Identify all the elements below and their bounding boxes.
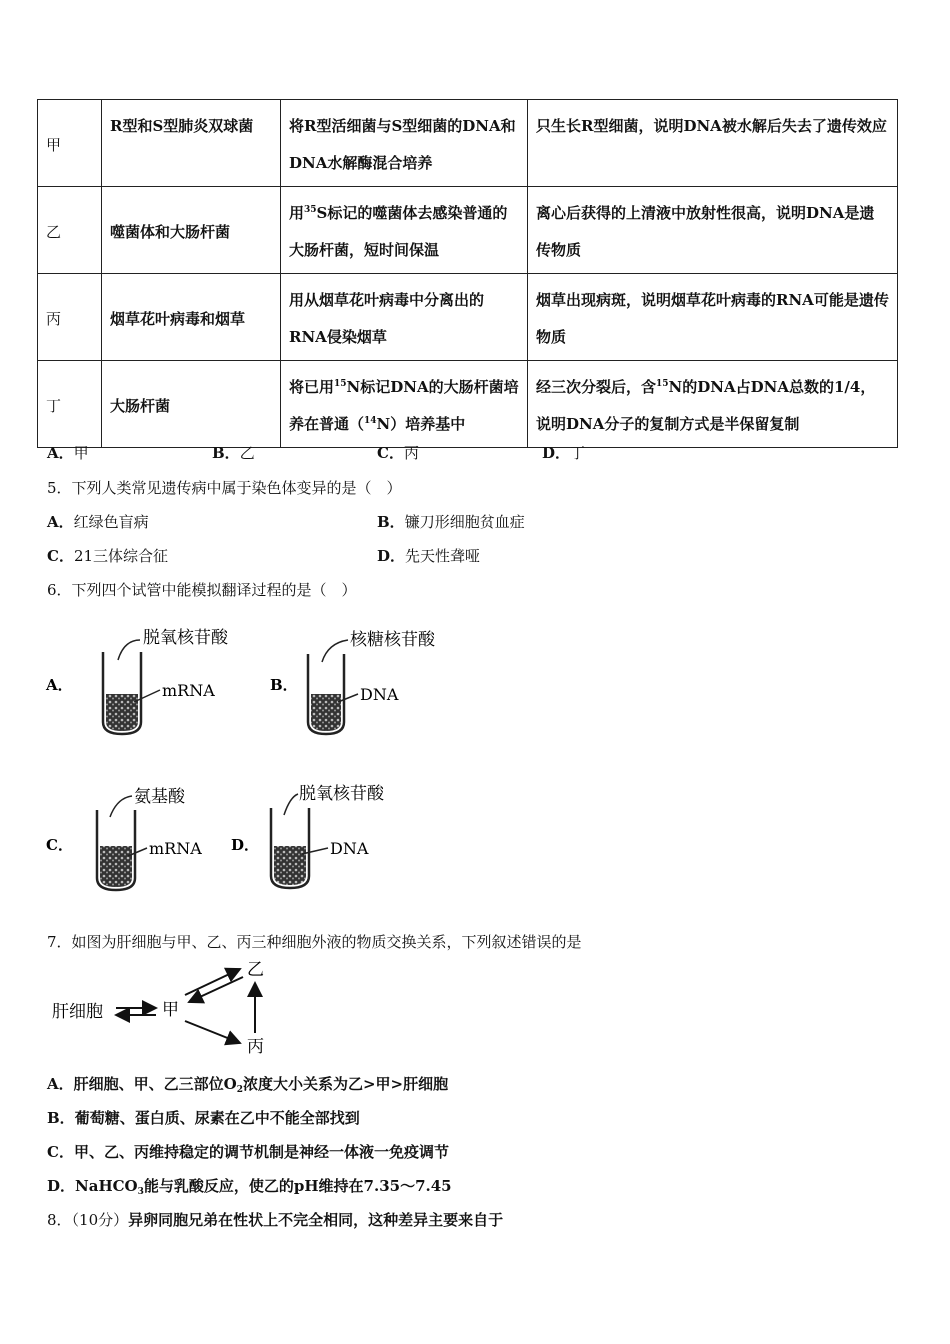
- row-label: 丁: [38, 361, 102, 448]
- q5-option-b[interactable]: [377, 512, 525, 532]
- table-row: [38, 100, 898, 187]
- text: N）培养基中: [376, 415, 466, 433]
- superscript: 35: [304, 205, 317, 215]
- option-label: A．: [46, 676, 73, 694]
- option-label: A．: [47, 1075, 74, 1093]
- q7-option-a[interactable]: [47, 1074, 448, 1094]
- tube-side-label: DNA: [330, 839, 369, 858]
- tube-a[interactable]: [45, 628, 229, 734]
- subscript: 2: [236, 1085, 243, 1095]
- q5-option-c[interactable]: [47, 546, 168, 566]
- q4-option-d[interactable]: [542, 443, 585, 463]
- option-label: B．: [212, 444, 240, 462]
- bing-label: 丙: [247, 1037, 264, 1057]
- table-row: [38, 361, 898, 448]
- question-text: 异卵同胞兄弟在性状上不完全相同，这种差异主要来自于: [128, 1211, 504, 1229]
- pointer-line: [284, 794, 298, 815]
- cell-method: 将R型活细菌与S型细菌的DNA和DNA水解酶混合培养: [281, 100, 528, 187]
- option-text: 能与乳酸反应，使乙的pH维持在7.35～7.45: [143, 1177, 452, 1195]
- option-label: D．: [231, 836, 260, 854]
- option-text: 甲、乙、丙维持稳定的调节机制是神经一体液一免疫调节: [73, 1143, 449, 1161]
- q7-stem: 7．如图为肝细胞与甲、乙、丙三种细胞外液的物质交换关系，下列叙述错误的是: [47, 933, 582, 951]
- option-text: 21三体综合征: [73, 547, 169, 565]
- pointer-line: [110, 796, 132, 817]
- pointer-line: [118, 640, 140, 660]
- jia-label: 甲: [162, 1000, 179, 1020]
- q4-option-c[interactable]: [377, 443, 419, 463]
- row-label: 丙: [38, 274, 102, 361]
- q4-option-a[interactable]: [47, 443, 89, 463]
- text: 将已用: [289, 378, 335, 396]
- q7-option-d[interactable]: [47, 1176, 452, 1196]
- option-label: B．: [47, 1109, 75, 1127]
- arrow: [185, 1021, 240, 1043]
- liver-cell-label: 肝细胞: [52, 1002, 103, 1022]
- option-text: 甲: [73, 444, 89, 462]
- option-text: 葡萄糖、蛋白质、尿素在乙中不能全部找到: [74, 1109, 360, 1127]
- q4-option-b[interactable]: [212, 443, 255, 463]
- experiment-table: [37, 99, 898, 448]
- test-tube-figure: [0, 610, 520, 910]
- tube-contents: [311, 694, 341, 731]
- table-row: [38, 274, 898, 361]
- score: （10分）: [71, 1211, 129, 1229]
- option-label: D．: [377, 547, 406, 565]
- tube-top-label: 脱氧核苷酸: [299, 784, 384, 804]
- cell-material: 噬菌体和大肠杆菌: [102, 187, 281, 274]
- q8-stem: [47, 1210, 503, 1230]
- q7-option-b[interactable]: [47, 1108, 360, 1128]
- option-label: C．: [46, 836, 73, 854]
- q5-option-d[interactable]: [377, 546, 480, 566]
- tube-b[interactable]: [270, 630, 436, 734]
- superscript: 15: [656, 379, 669, 389]
- option-text: 先天性聋哑: [405, 547, 481, 565]
- text: N的DNA占DNA总数的1/4，说明DNA分子的复制方式是半保留复制: [536, 378, 876, 433]
- cell-result: 离心后获得的上清液中放射性很高，说明DNA是遗传物质: [528, 187, 898, 274]
- table-row: [38, 187, 898, 274]
- option-label: B．: [377, 513, 405, 531]
- option-text: 肝细胞、甲、乙三部位O: [73, 1075, 237, 1093]
- tube-side-label: mRNA: [162, 681, 215, 700]
- exchange-diagram: [40, 955, 300, 1065]
- option-label: D．: [542, 444, 571, 462]
- tube-c[interactable]: [46, 787, 202, 890]
- option-label: C．: [47, 1143, 74, 1161]
- text: N标记DNA的大肠杆菌培养在普通（: [289, 378, 519, 433]
- q5-option-a[interactable]: [47, 512, 149, 532]
- cell-material: 烟草花叶病毒和烟草: [102, 274, 281, 361]
- tube-contents: [106, 694, 138, 731]
- option-text: 丙: [403, 444, 419, 462]
- option-label: A．: [47, 513, 74, 531]
- yi-label: 乙: [247, 960, 264, 980]
- option-label: C．: [377, 444, 404, 462]
- option-text: 红绿色盲病: [73, 513, 149, 531]
- option-label: B．: [270, 676, 298, 694]
- cell-result: [528, 361, 898, 448]
- row-label: 乙: [38, 187, 102, 274]
- q7-option-c[interactable]: [47, 1142, 449, 1162]
- tube-side-label: DNA: [360, 685, 399, 704]
- q5-stem: 5．下列人类常见遗传病中属于染色体变异的是（ ）: [47, 479, 402, 497]
- text: S标记的噬菌体去感染普通的大肠杆菌，短时间保温: [289, 204, 508, 259]
- text: 用: [289, 204, 305, 222]
- option-text: NaHCO: [75, 1177, 138, 1195]
- question-number: 8．: [47, 1211, 72, 1229]
- cell-method: [281, 361, 528, 448]
- tube-top-label: 氨基酸: [134, 787, 185, 807]
- row-label: 甲: [38, 100, 102, 187]
- q6-stem: 6．下列四个试管中能模拟翻译过程的是（ ）: [47, 581, 357, 599]
- option-label: C．: [47, 547, 74, 565]
- cell-material: R型和S型肺炎双球菌: [102, 100, 281, 187]
- subscript: 3: [137, 1187, 144, 1197]
- cell-result: 烟草出现病斑，说明烟草花叶病毒的RNA可能是遗传物质: [528, 274, 898, 361]
- tube-top-label: 核糖核苷酸: [350, 630, 435, 650]
- cell-material: 大肠杆菌: [102, 361, 281, 448]
- option-text: 乙: [239, 444, 255, 462]
- option-text: 浓度大小关系为乙>甲>肝细胞: [242, 1075, 449, 1093]
- tube-contents: [100, 846, 132, 887]
- option-text: 镰刀形细胞贫血症: [404, 513, 525, 531]
- tube-side-label: mRNA: [149, 839, 202, 858]
- tube-d[interactable]: [231, 784, 385, 888]
- option-label: A．: [47, 444, 74, 462]
- tube-top-label: 脱氧核苷酸: [143, 628, 228, 648]
- superscript: 14: [364, 416, 377, 426]
- option-label: D．: [47, 1177, 76, 1195]
- cell-result: 只生长R型细菌，说明DNA被水解后失去了遗传效应: [528, 100, 898, 187]
- superscript: 15: [334, 379, 347, 389]
- cell-method: [281, 187, 528, 274]
- text: 经三次分裂后，含: [536, 378, 657, 396]
- option-text: 丁: [570, 444, 586, 462]
- tube-contents: [274, 846, 306, 885]
- cell-method: 用从烟草花叶病毒中分离出的RNA侵染烟草: [281, 274, 528, 361]
